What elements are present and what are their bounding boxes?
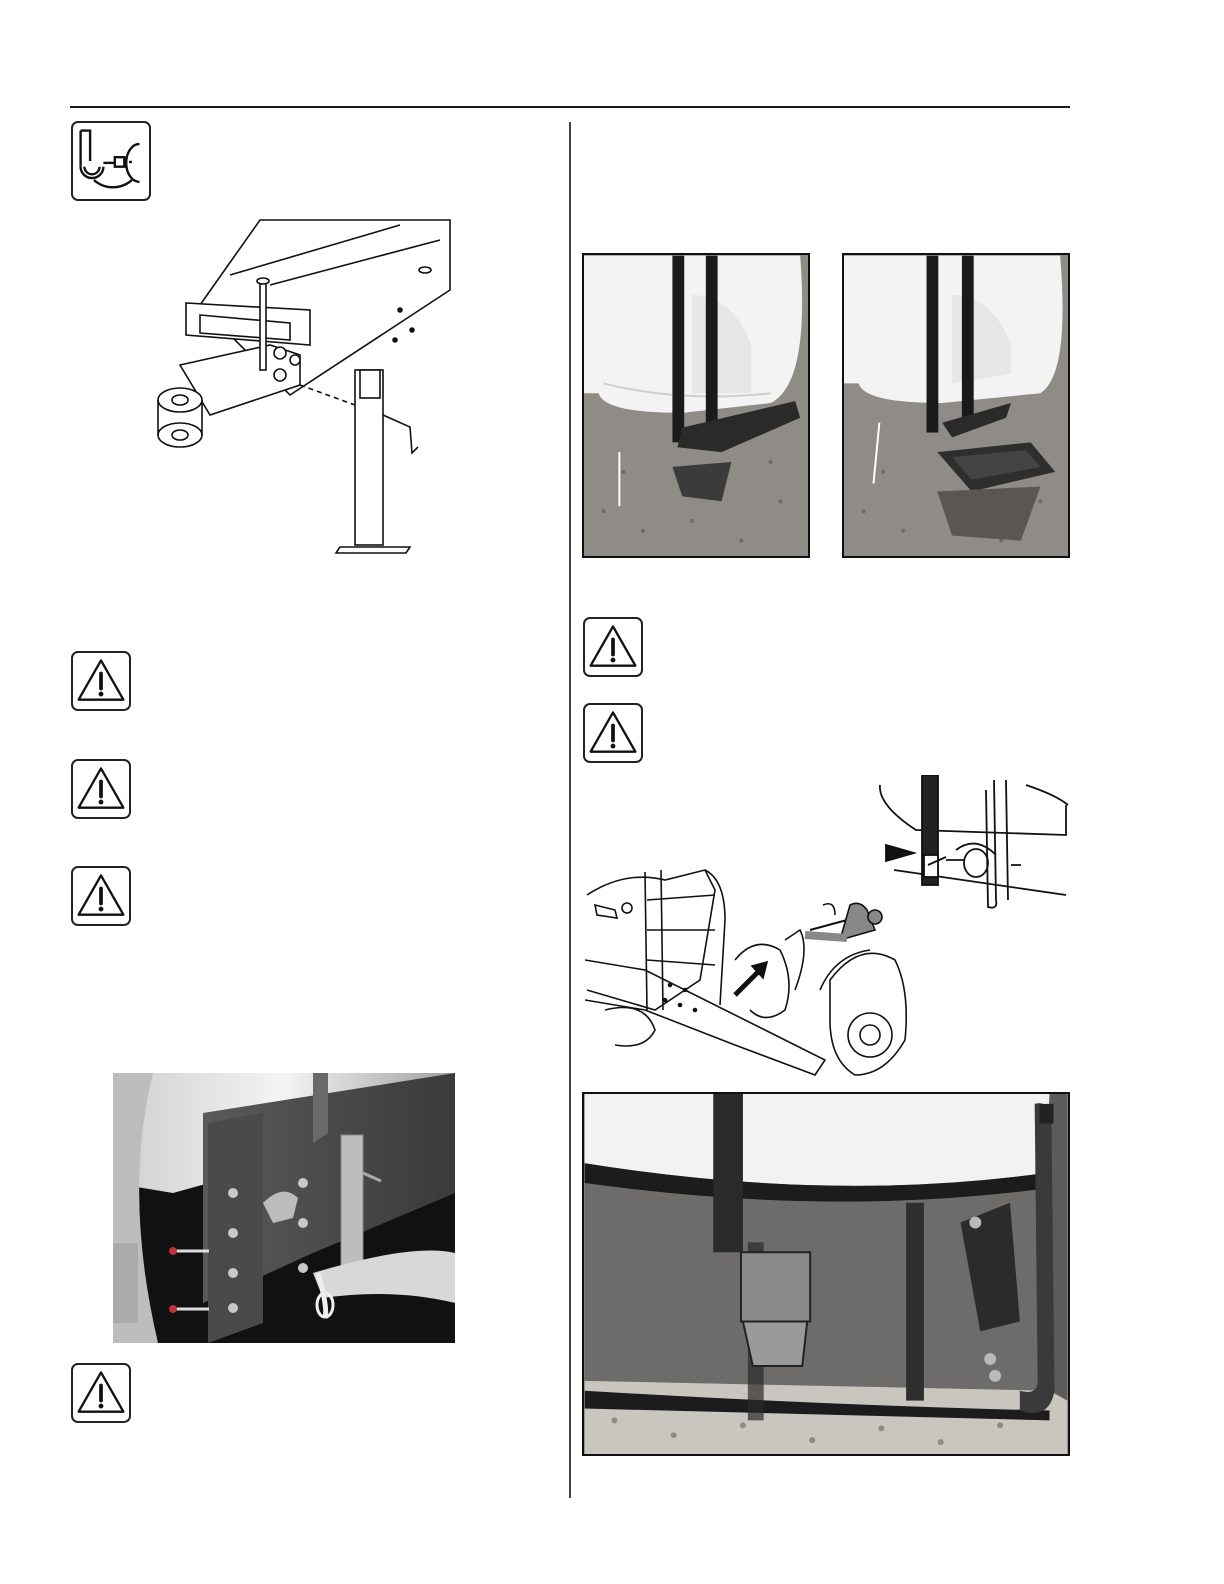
warning-triangle-icon [71, 866, 131, 926]
warning-triangle-icon [71, 1363, 131, 1423]
tractor-hazard-drawing [585, 860, 910, 1082]
drawbar-jack-drawing [150, 215, 460, 565]
warning-triangle-icon [583, 703, 643, 763]
column-divider [569, 122, 571, 1498]
step-folded-photo [582, 253, 810, 558]
warning-triangle-icon [71, 759, 131, 819]
warning-triangle-icon [71, 651, 131, 711]
step-unfolded-photo [842, 253, 1070, 558]
strap-ratchet-photo [582, 1092, 1070, 1456]
header-rule [70, 106, 1070, 108]
warning-triangle-icon [583, 617, 643, 677]
bracket-render-image [113, 1073, 455, 1343]
hitch-coupling-icon [71, 121, 151, 201]
